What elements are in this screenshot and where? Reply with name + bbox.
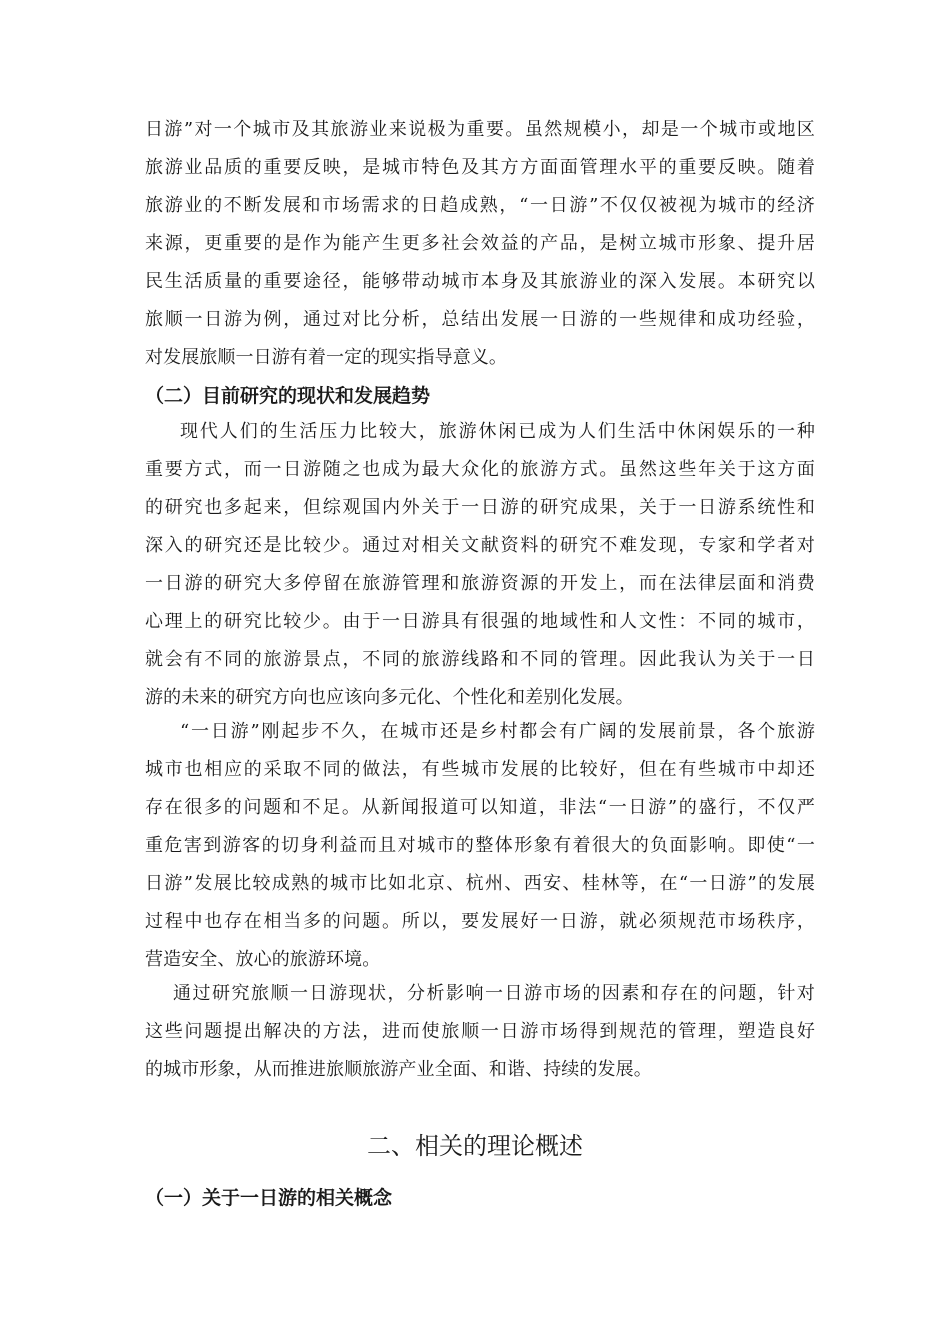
- text-line: 一日游的研究大多停留在旅游管理和旅游资源的开发上，而在法律层面和消费: [145, 573, 815, 594]
- text-line: 旅游业的不断发展和市场需求的日趋成熟，“一日游”不仅仅被视为城市的经济: [145, 195, 815, 216]
- section-heading-current-research: （二）目前研究的现状和发展趋势: [145, 385, 431, 407]
- text-line: 通过研究旅顺一日游现状，分析影响一日游市场的因素和存在的问题，针对: [173, 983, 815, 1004]
- text-line: 对发展旅顺一日游有着一定的现实指导意义。: [145, 347, 507, 368]
- section-heading-day-trip-concepts: （一）关于一日游的相关概念: [145, 1187, 393, 1209]
- text-line: 存在很多的问题和不足。从新闻报道可以知道，非法“一日游”的盛行，不仅严: [145, 797, 815, 818]
- text-line: 日游”对一个城市及其旅游业来说极为重要。虽然规模小，却是一个城市或地区: [145, 119, 815, 140]
- text-line: 这些问题提出解决的方法，进而使旅顺一日游市场得到规范的管理，塑造良好: [145, 1021, 815, 1042]
- text-line: 营造安全、放心的旅游环境。: [145, 949, 381, 970]
- text-line: 现代人们的生活压力比较大，旅游休闲已成为人们生活中休闲娱乐的一种: [180, 421, 815, 442]
- text-line: 日游”发展比较成熟的城市比如北京、杭州、西安、桂林等，在“一日游”的发展: [145, 873, 815, 894]
- text-line: 深入的研究还是比较少。通过对相关文献资料的研究不难发现，专家和学者对: [145, 535, 815, 556]
- text-line: “一日游”刚起步不久，在城市还是乡村都会有广阔的发展前景，各个旅游: [180, 721, 815, 742]
- text-line: 过程中也存在相当多的问题。所以，要发展好一日游，就必须规范市场秩序，: [145, 911, 815, 932]
- text-line: 重危害到游客的切身利益而且对城市的整体形象有着很大的负面影响。即使“一: [145, 835, 815, 856]
- text-line: 游的未来的研究方向也应该向多元化、个性化和差别化发展。: [145, 687, 634, 708]
- chapter-title: 二、相关的理论概述: [367, 1132, 583, 1160]
- text-line: 就会有不同的旅游景点，不同的旅游线路和不同的管理。因此我认为关于一日: [145, 649, 815, 670]
- text-line: 重要方式，而一日游随之也成为最大众化的旅游方式。虽然这些年关于这方面: [145, 459, 815, 480]
- text-line: 城市也相应的采取不同的做法，有些城市发展的比较好，但在有些城市中却还: [145, 759, 815, 780]
- text-line: 民生活质量的重要途径，能够带动城市本身及其旅游业的深入发展。本研究以: [145, 271, 815, 292]
- text-line: 旅顺一日游为例，通过对比分析，总结出发展一日游的一些规律和成功经验，: [145, 309, 815, 330]
- text-line: 的研究也多起来，但综观国内外关于一日游的研究成果，关于一日游系统性和: [145, 497, 815, 518]
- text-line: 心理上的研究比较少。由于一日游具有很强的地域性和人文性：不同的城市，: [145, 611, 815, 632]
- text-line: 的城市形象，从而推进旅顺旅游产业全面、和谐、持续的发展。: [145, 1059, 652, 1080]
- text-line: 旅游业品质的重要反映，是城市特色及其方方面面管理水平的重要反映。随着: [145, 157, 815, 178]
- text-line: 来源，更重要的是作为能产生更多社会效益的产品，是树立城市形象、提升居: [145, 233, 815, 254]
